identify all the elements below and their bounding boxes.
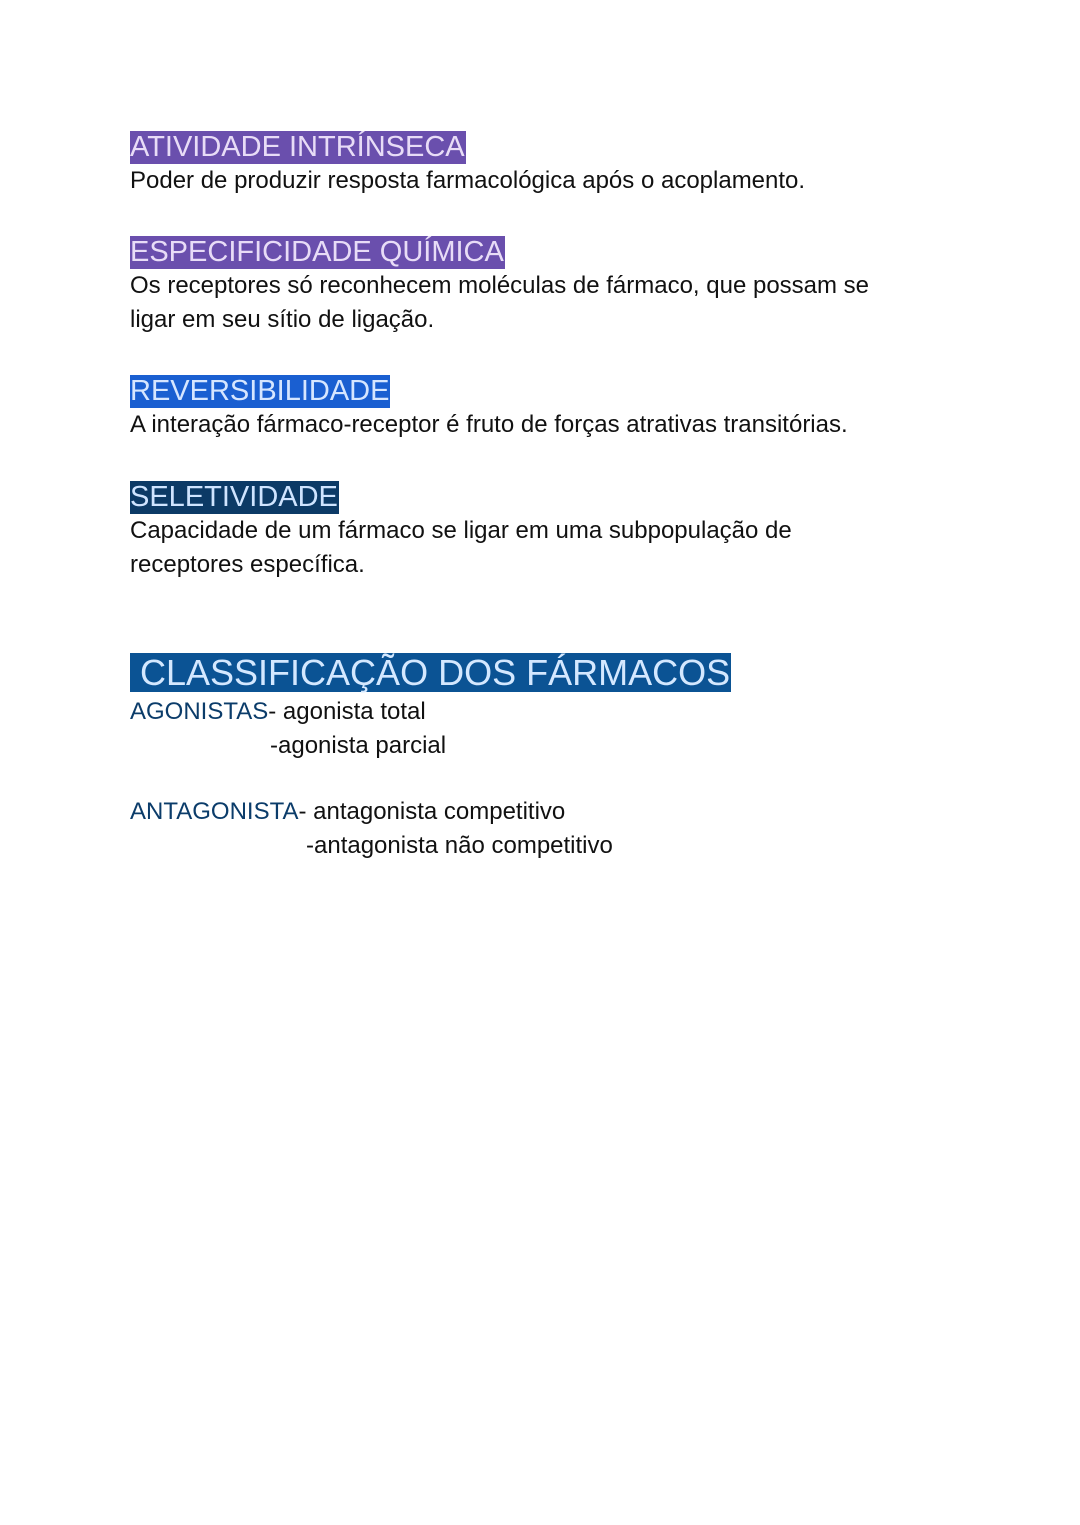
classification-section: [130, 653, 731, 863]
section-body: receptores específica.: [130, 551, 365, 578]
section-body: Poder de produzir resposta farmacológica após o acoplamento.: [130, 167, 806, 194]
section-reversibilidade: [130, 375, 848, 442]
section-heading: ESPECIFICIDADE QUÍMICA: [130, 236, 504, 268]
classification-title: CLASSIFICAÇÃO DOS FÁRMACOS: [130, 653, 731, 692]
antagonists-label: ANTAGONISTA: [130, 798, 299, 825]
section-seletividade: [130, 481, 792, 582]
antagonist-item: - antagonista competitivo: [298, 798, 566, 825]
section-especificidade-quimica: [130, 236, 869, 337]
section-heading: SELETIVIDADE: [130, 481, 338, 513]
section-body: ligar em seu sítio de ligação.: [130, 306, 435, 333]
section-atividade-intrinseca: [130, 131, 805, 198]
antagonist-item: -antagonista não competitivo: [306, 832, 613, 859]
agonists-label: AGONISTAS: [130, 698, 269, 725]
agonists-line: [130, 695, 731, 729]
agonist-item: -agonista parcial: [270, 732, 447, 759]
agonist-item: - agonista total: [268, 698, 426, 725]
section-heading: REVERSIBILIDADE: [130, 375, 390, 407]
section-body: Os receptores só reconhecem moléculas de fármaco, que possam se: [130, 272, 870, 299]
section-body: Capacidade de um fármaco se ligar em uma subpopulação de: [130, 517, 792, 544]
antagonists-line: [130, 795, 731, 829]
section-body: A interação fármaco-receptor é fruto de forças atrativas transitórias.: [130, 411, 848, 438]
section-heading: ATIVIDADE INTRÍNSECA: [130, 131, 465, 163]
